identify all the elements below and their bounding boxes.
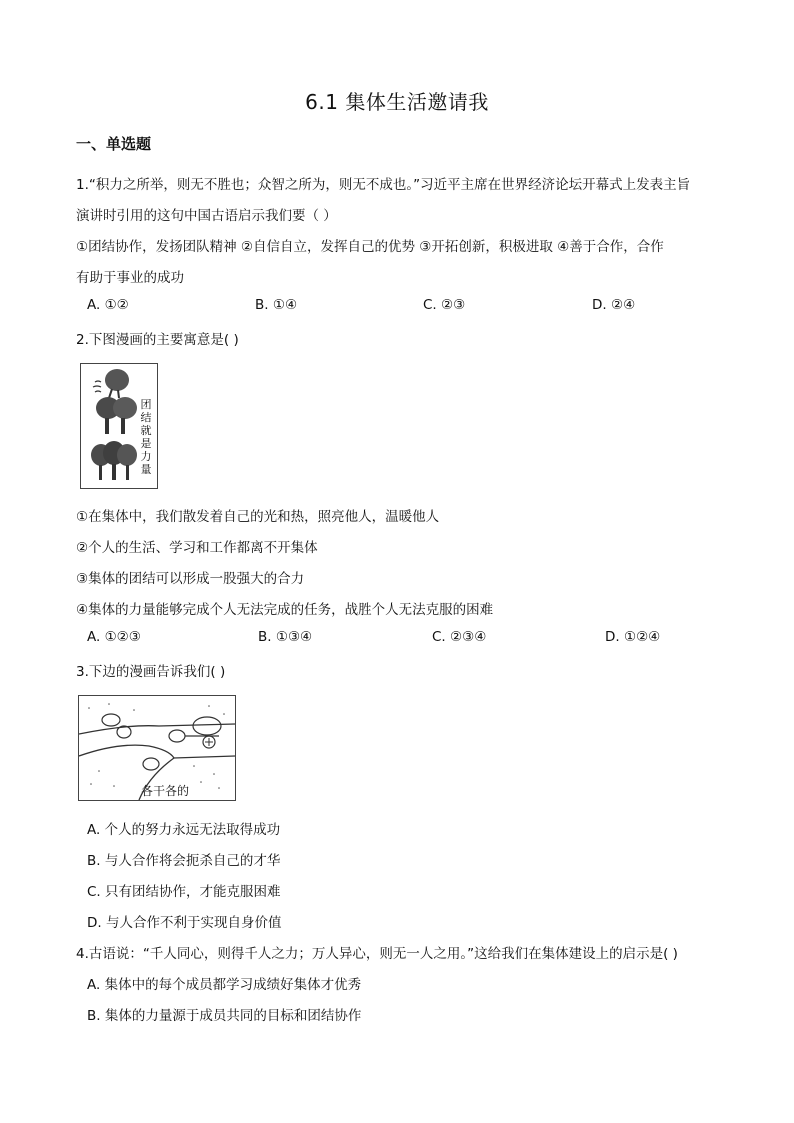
section-heading: 一、单选题 <box>76 135 152 153</box>
q2-cartoon-slogan: 团结就是力量 <box>140 398 152 476</box>
q2-item-3: ③集体的团结可以形成一股强大的合力 <box>76 571 305 587</box>
q1-items-line2: 有助于事业的成功 <box>76 270 184 286</box>
q2-cartoon <box>80 363 158 489</box>
q2-option-c[interactable]: C. ②③④ <box>432 629 487 645</box>
q2-item-4: ④集体的力量能够完成个人无法完成的任务，战胜个人无法克服的困难 <box>76 602 494 618</box>
q4-option-a[interactable]: A. 集体中的每个成员都学习成绩好集体才优秀 <box>87 977 362 993</box>
q1-option-d[interactable]: D. ②④ <box>592 297 636 313</box>
q1-items-line1: ①团结协作，发扬团队精神 ②自信自立，发挥自己的优势 ③开拓创新，积极进取 ④善于合作，合作 <box>76 239 664 255</box>
q3-option-c[interactable]: C. 只有团结协作，才能克服困难 <box>87 884 281 900</box>
q4-stem: 4.古语说：“千人同心，则得千人之力；万人异心，则无一人之用。”这给我们在集体建设上的启示是( ) <box>76 946 678 962</box>
q2-option-a[interactable]: A. ①②③ <box>87 629 141 645</box>
q2-stem: 2.下图漫画的主要寓意是( ) <box>76 332 239 348</box>
q1-stem-line1: 1.“积力之所举，则无不胜也；众智之所为，则无不成也。”习近平主席在世界经济论坛开幕式上发表主旨 <box>76 177 691 193</box>
q3-option-a[interactable]: A. 个人的努力永远无法取得成功 <box>87 822 281 838</box>
q3-cartoon-caption: 各干各的 <box>141 784 190 798</box>
q3-option-b[interactable]: B. 与人合作将会扼杀自己的才华 <box>87 853 281 869</box>
q2-option-d[interactable]: D. ①②④ <box>605 629 661 645</box>
q1-stem-line2: 演讲时引用的这句中国古语启示我们要（ ） <box>76 208 337 224</box>
q3-option-d[interactable]: D. 与人合作不利于实现自身价值 <box>87 915 282 931</box>
q2-item-1: ①在集体中，我们散发着自己的光和热，照亮他人，温暖他人 <box>76 509 440 525</box>
q2-item-2: ②个人的生活、学习和工作都离不开集体 <box>76 540 318 556</box>
page-title: 6.1 集体生活邀请我 <box>305 90 489 114</box>
q1-option-c[interactable]: C. ②③ <box>423 297 466 313</box>
q3-cartoon <box>78 695 236 801</box>
q1-option-a[interactable]: A. ①② <box>87 297 129 313</box>
q1-option-b[interactable]: B. ①④ <box>255 297 298 313</box>
q3-stem: 3.下边的漫画告诉我们( ) <box>76 664 226 680</box>
q2-option-b[interactable]: B. ①③④ <box>258 629 313 645</box>
q4-option-b[interactable]: B. 集体的力量源于成员共同的目标和团结协作 <box>87 1008 362 1024</box>
